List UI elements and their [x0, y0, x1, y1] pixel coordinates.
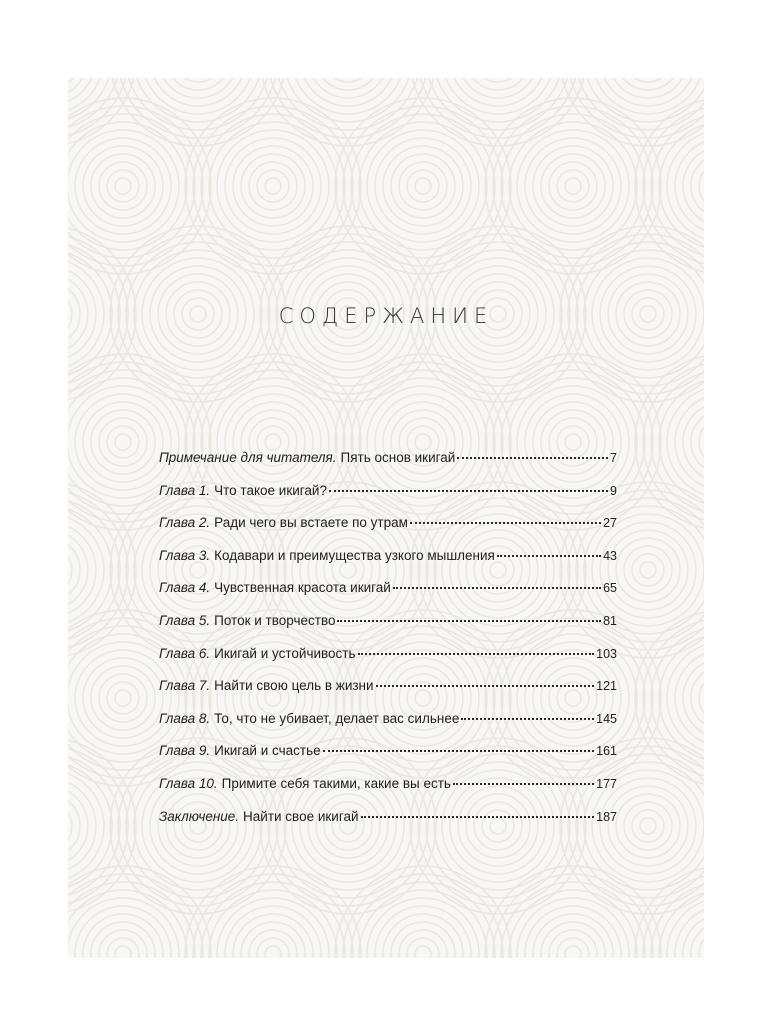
dot-leader — [457, 457, 608, 459]
circle-ring — [75, 650, 171, 746]
circle-ring — [434, 78, 562, 122]
entry-title: Икигай и устойчивость — [214, 645, 356, 661]
toc-entry[interactable] — [159, 483, 617, 516]
circle-ring — [351, 114, 495, 258]
circle-ring — [91, 154, 155, 218]
circle-ring — [501, 114, 645, 258]
toc-entry[interactable] — [159, 548, 617, 581]
entry-page-number: 81 — [603, 613, 617, 628]
entry-page-number: 9 — [610, 483, 617, 498]
circle-ring — [233, 146, 313, 226]
circle-ring — [541, 922, 605, 958]
circle-ring — [158, 78, 238, 98]
dot-leader — [361, 816, 595, 818]
circle-ring — [249, 930, 297, 958]
dot-leader — [337, 620, 601, 622]
dot-leader — [376, 685, 595, 687]
circle-ring — [683, 658, 704, 738]
toc-entry[interactable] — [159, 776, 617, 809]
circle-ring — [557, 170, 589, 202]
toc-entry[interactable] — [159, 711, 617, 744]
circle-ring — [632, 810, 664, 842]
circle-ring — [115, 690, 131, 706]
entry-label: Глава 9. — [159, 743, 211, 759]
circle-ring — [68, 546, 72, 594]
circle-ring — [68, 78, 136, 146]
entry-page-number: 121 — [596, 679, 617, 694]
entry-label: Глава 6. — [159, 645, 211, 661]
entry-title: Пять основ икигай — [340, 450, 456, 465]
toc-entry[interactable] — [159, 580, 617, 613]
entry-label: Глава 2. — [159, 515, 211, 531]
dot-leader — [323, 750, 595, 752]
circle-ring — [68, 802, 72, 850]
circle-ring — [549, 930, 597, 958]
circle-ring — [415, 434, 431, 450]
circle-ring — [640, 818, 656, 834]
circle-ring — [699, 930, 704, 958]
entry-label: Глава 8. — [159, 710, 211, 726]
circle-ring — [91, 922, 155, 958]
entry-label: Глава 4. — [159, 580, 211, 596]
circle-ring — [699, 162, 704, 210]
circle-ring — [68, 530, 88, 610]
entry-page-number: 43 — [603, 548, 617, 563]
circle-ring — [110, 78, 286, 146]
circle-ring — [383, 146, 463, 226]
circle-ring — [410, 78, 586, 146]
circle-ring — [616, 78, 680, 90]
circle-ring — [115, 178, 131, 194]
circle-ring — [68, 538, 80, 602]
circle-ring — [265, 434, 281, 450]
circle-ring — [260, 78, 436, 146]
entry-title: Найти свою цель в жизни — [214, 678, 374, 694]
entry-page-number: 145 — [596, 711, 617, 726]
circle-ring — [399, 930, 447, 958]
circle-ring — [99, 930, 147, 958]
circle-ring — [107, 682, 139, 714]
circle-ring — [265, 946, 281, 958]
circle-ring — [415, 946, 431, 958]
circle-ring — [115, 946, 131, 958]
circle-ring — [91, 666, 155, 730]
circle-motif — [410, 78, 586, 146]
circle-ring — [107, 170, 139, 202]
circle-ring — [640, 562, 656, 578]
circle-ring — [458, 78, 538, 98]
dot-leader — [329, 490, 608, 492]
entry-title: Что такое икигай? — [214, 482, 327, 498]
entry-page-number: 103 — [596, 646, 617, 661]
circle-ring — [632, 554, 664, 586]
circle-ring — [391, 922, 455, 958]
entry-title: Примите себя такими, какие вы есть — [221, 775, 451, 791]
circle-ring — [683, 402, 704, 482]
circle-ring — [284, 78, 412, 122]
toc-entry[interactable] — [159, 515, 617, 548]
circle-ring — [241, 922, 305, 958]
circle-ring — [683, 146, 704, 226]
circle-ring — [565, 946, 581, 958]
circle-ring — [166, 78, 230, 90]
entry-title: Ради чего вы встаете по утрам — [214, 515, 408, 531]
circle-motif — [260, 78, 436, 146]
circle-ring — [565, 178, 581, 194]
circle-ring — [324, 78, 372, 82]
circle-ring — [525, 138, 621, 234]
dot-leader — [393, 587, 601, 589]
circle-ring — [533, 914, 613, 958]
circle-ring — [308, 78, 388, 98]
circle-ring — [265, 178, 281, 194]
circle-motif — [110, 78, 286, 146]
circle-ring — [134, 78, 262, 122]
circle-ring — [474, 78, 522, 82]
circle-ring — [83, 914, 163, 958]
entry-title: Поток и творчество — [214, 612, 336, 628]
circle-ring — [375, 138, 471, 234]
entry-page-number: 7 — [610, 451, 617, 465]
entry-label: Заключение. — [159, 808, 240, 824]
circle-ring — [115, 434, 131, 450]
circle-ring — [257, 170, 289, 202]
toc-entry[interactable] — [159, 646, 617, 679]
toc-entry[interactable] — [159, 809, 617, 842]
toc-entry[interactable] — [159, 450, 617, 483]
entry-page-number: 177 — [596, 776, 617, 791]
circle-ring — [616, 538, 680, 602]
circle-ring — [68, 506, 112, 634]
circle-ring — [75, 394, 171, 490]
entry-page-number: 65 — [603, 581, 617, 596]
circle-ring — [107, 426, 139, 458]
table-of-contents — [159, 450, 617, 841]
entry-title: Чувственная красота икигай — [214, 580, 391, 596]
toc-entry[interactable] — [159, 613, 617, 646]
circle-ring — [383, 914, 463, 958]
circle-ring — [557, 938, 589, 958]
entry-page-number: 187 — [596, 809, 617, 824]
circle-ring — [241, 154, 305, 218]
circle-ring — [699, 674, 704, 722]
entry-label: Глава 3. — [159, 547, 211, 563]
circle-ring — [407, 170, 439, 202]
dot-leader — [358, 653, 595, 655]
toc-entry[interactable] — [159, 743, 617, 776]
entry-label: Глава 5. — [159, 612, 211, 628]
entry-page-number: 161 — [596, 744, 617, 759]
entry-label: Глава 10. — [159, 775, 218, 791]
circle-ring — [608, 786, 688, 866]
entry-label: Глава 1. — [159, 482, 211, 498]
book-page — [68, 78, 704, 958]
circle-ring — [691, 666, 704, 730]
circle-ring — [68, 786, 88, 866]
circle-ring — [233, 914, 313, 958]
circle-ring — [541, 154, 605, 218]
circle-ring — [68, 762, 112, 890]
entry-title: Кодавари и преимущества узкого мышления — [214, 547, 495, 563]
circle-ring — [316, 78, 380, 90]
circle-ring — [68, 106, 203, 266]
circle-motif — [68, 78, 136, 146]
entry-title: Найти свое икигай — [243, 808, 359, 824]
circle-ring — [667, 898, 704, 958]
dot-leader — [497, 555, 601, 557]
entry-title: Икигай и счастье — [214, 743, 321, 759]
entry-label: Примечание для читателя. — [159, 450, 337, 465]
circle-ring — [466, 78, 530, 90]
dot-leader — [410, 522, 601, 524]
circle-ring — [407, 938, 439, 958]
circle-ring — [257, 938, 289, 958]
circle-ring — [691, 154, 704, 218]
toc-entry[interactable] — [159, 678, 617, 711]
circle-ring — [68, 794, 80, 858]
circle-ring — [415, 178, 431, 194]
circle-ring — [699, 418, 704, 466]
circle-ring — [174, 78, 222, 82]
circle-ring — [533, 146, 613, 226]
entry-label: Глава 7. — [159, 678, 211, 694]
circle-ring — [608, 78, 688, 98]
circle-ring — [99, 162, 147, 210]
entry-page-number: 27 — [603, 516, 617, 531]
circle-ring — [616, 794, 680, 858]
circle-ring — [683, 914, 704, 958]
circle-ring — [83, 402, 163, 482]
circle-ring — [624, 78, 672, 82]
circle-ring — [83, 146, 163, 226]
circle-ring — [691, 410, 704, 474]
dot-leader — [461, 718, 594, 720]
circle-ring — [201, 114, 345, 258]
circle-ring — [608, 530, 688, 610]
circle-ring — [391, 154, 455, 218]
circle-ring — [107, 938, 139, 958]
circle-ring — [225, 138, 321, 234]
circle-ring — [91, 410, 155, 474]
circle-ring — [83, 658, 163, 738]
page-title: СОДЕРЖАНИЕ — [278, 304, 494, 328]
circle-ring — [75, 138, 171, 234]
entry-title: То, что не убивает, делает вас сильнее — [214, 710, 460, 726]
dot-leader — [453, 783, 594, 785]
circle-ring — [565, 434, 581, 450]
circle-ring — [68, 78, 128, 138]
